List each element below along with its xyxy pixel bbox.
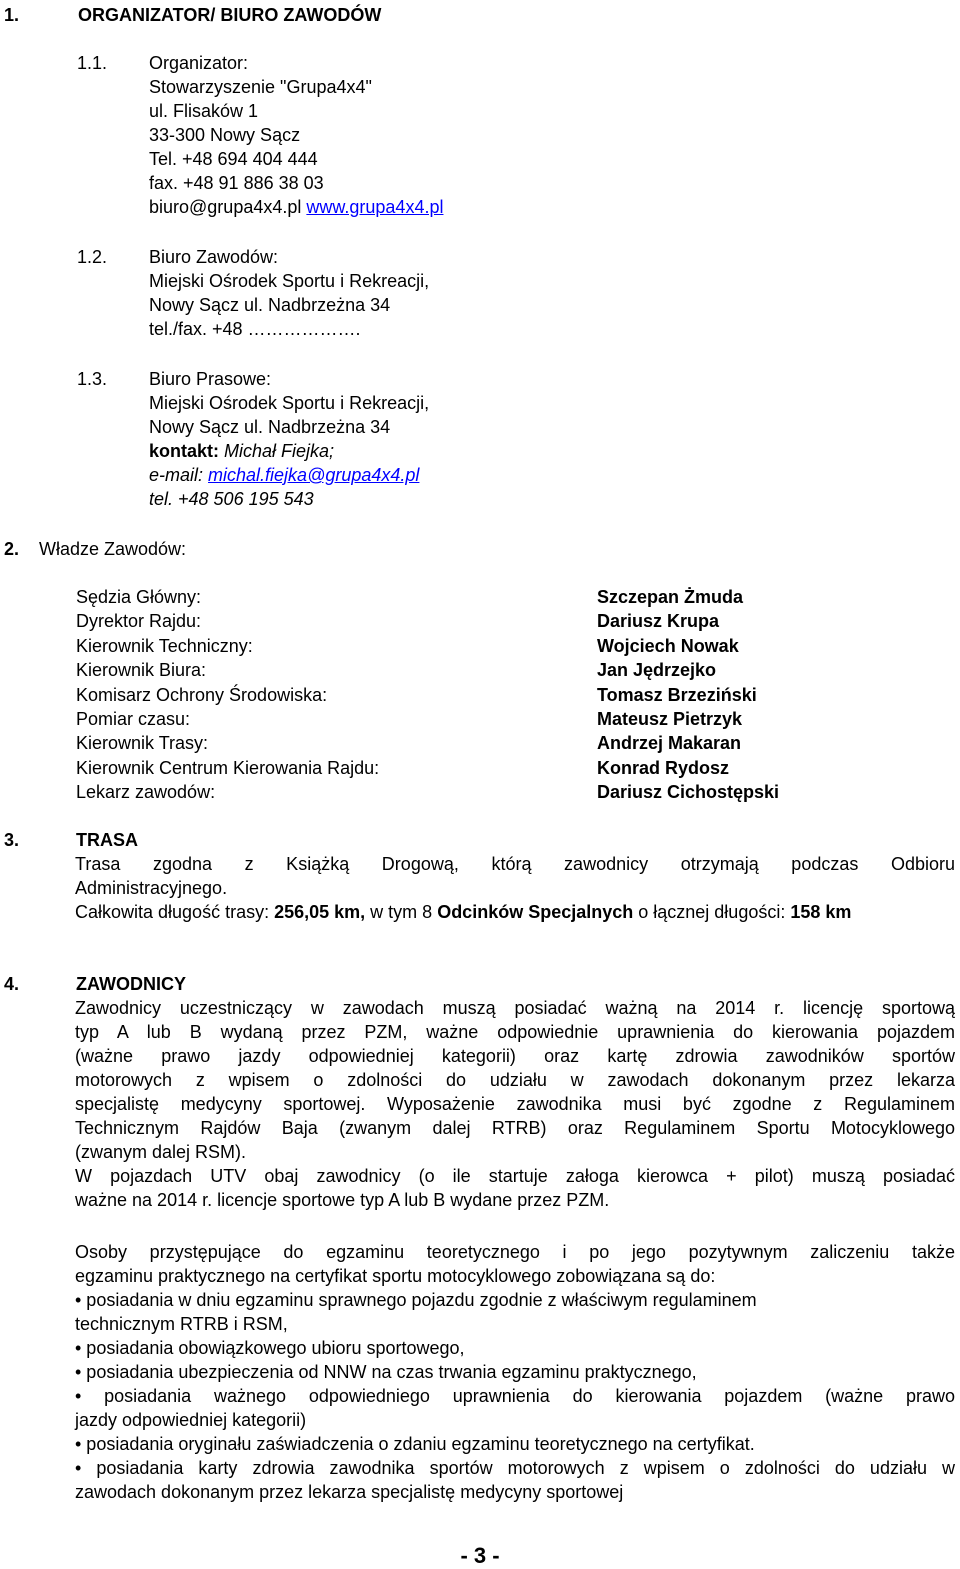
- official-name: Andrzej Makaran: [597, 733, 742, 754]
- competition-office-line2: Nowy Sącz ul. Nadbrzeżna 34: [149, 295, 391, 315]
- organizer-block: [149, 51, 443, 219]
- section-title: ORGANIZATOR/ BIURO ZAWODÓW: [78, 5, 382, 25]
- exam-bullet-item: • posiadania ważnego odpowiedniego uprawnienia do kierowania pojazdem (ważne prawo: [75, 1386, 955, 1406]
- organizer-website-link[interactable]: www.grupa4x4.pl: [306, 197, 444, 217]
- press-contact-line: [149, 439, 429, 463]
- competitors-line: (zwanym dalej RSM).: [75, 1142, 247, 1162]
- route-description: [75, 852, 955, 924]
- competitors-line: (ważne prawo jazdy odpowiedniej kategorii) oraz kartę zdrowia zawodników sportów: [75, 1046, 955, 1066]
- section-number: 1.: [4, 5, 20, 25]
- official-name: Szczepan Żmuda: [597, 587, 744, 607]
- section-title: Władze Zawodów:: [39, 539, 187, 559]
- press-office-line2: Nowy Sącz ul. Nadbrzeżna 34: [149, 417, 391, 437]
- subsection-number: 1.3.: [77, 369, 108, 389]
- competition-office-block: [149, 245, 429, 341]
- official-role: Kierownik Trasy:: [76, 733, 209, 754]
- organizer-phone: Tel. +48 694 404 444: [149, 149, 318, 169]
- exam-bullet-item: • posiadania ubezpieczenia od NNW na czas trwania egzaminu praktycznego,: [75, 1362, 697, 1382]
- press-office-line1: Miejski Ośrodek Sportu i Rekreacji,: [149, 393, 430, 413]
- competition-office-line1: Miejski Ośrodek Sportu i Rekreacji,: [149, 271, 430, 291]
- section-number: 3.: [4, 830, 20, 850]
- section-number: 2.: [4, 539, 20, 559]
- press-contact-label: kontakt:: [149, 441, 220, 461]
- official-role: Komisarz Ochrony Środowiska:: [76, 684, 328, 705]
- competitors-line: specjalistę medycyny sportowej. Wyposażenie zawodnika musi być zgodne z Regulaminem: [75, 1094, 955, 1114]
- section-title: ZAWODNICY: [76, 974, 186, 994]
- subsection-number: 1.2.: [77, 247, 108, 267]
- route-stages-value: Odcinków Specjalnych: [437, 902, 634, 922]
- route-stages-label: w tym 8: [365, 902, 438, 922]
- official-name: Konrad Rydosz: [597, 757, 730, 778]
- section-title: TRASA: [76, 830, 138, 850]
- route-length-label: Całkowita długość trasy:: [75, 902, 275, 922]
- competitors-line: W pojazdach UTV obaj zawodnicy (o ile startuje załoga kierowca + pilot) muszą posiadać: [75, 1166, 955, 1186]
- exam-text-line: egzaminu praktycznego na certyfikat sportu motocyklowego zobowiązana są do:: [75, 1266, 716, 1286]
- competition-office-label: Biuro Zawodów:: [149, 247, 279, 267]
- official-role: Kierownik Centrum Kierowania Rajdu:: [76, 757, 380, 778]
- official-name: Jan Jędrzejko: [597, 660, 717, 681]
- competitors-line: Zawodnicy uczestniczący w zawodach muszą posiadać ważną na 2014 r. licencję sportową: [75, 998, 955, 1018]
- competitors-line: ważne na 2014 r. licencje sportowe typ A lub B wydane przez PZM.: [75, 1190, 610, 1210]
- route-line-2: Administracyjnego.: [75, 878, 228, 898]
- official-name: Dariusz Cichostępski: [597, 782, 780, 803]
- exam-text-line: Osoby przystępujące do egzaminu teoretycznego i po jego pozytywnym zaliczeniu także: [75, 1242, 955, 1262]
- press-email-link[interactable]: michal.fiejka@grupa4x4.pl: [208, 465, 420, 485]
- official-name: Tomasz Brzeziński: [597, 684, 757, 705]
- official-role: Kierownik Biura:: [76, 660, 207, 681]
- official-role: Pomiar czasu:: [76, 709, 191, 729]
- exam-bullet-item: • posiadania w dniu egzaminu sprawnego pojazdu zgodnie z właściwym regulaminem: [75, 1290, 757, 1310]
- organizer-name: Stowarzyszenie "Grupa4x4": [149, 77, 372, 97]
- organizer-city: 33-300 Nowy Sącz: [149, 125, 301, 145]
- press-office-label: Biuro Prasowe:: [149, 369, 272, 389]
- exam-text-line: zawodach dokonanym przez lekarza specjalistę medycyny sportowej: [75, 1482, 624, 1502]
- exam-bullet-item: • posiadania karty zdrowia zawodnika sportów motorowych z wpisem o zdolności do udziału w: [75, 1458, 955, 1478]
- press-office-block: [149, 367, 429, 511]
- official-role: Lekarz zawodów:: [76, 782, 216, 803]
- section-number: 4.: [4, 974, 20, 994]
- press-email-line: [149, 463, 429, 487]
- route-line-1: Trasa zgodna z Książką Drogową, którą zawodnicy otrzymają podczas Odbioru: [75, 854, 955, 874]
- page-number: - 3 -: [460, 1543, 500, 1568]
- competitors-line: typ A lub B wydaną przez PZM, ważne odpowiednie uprawnienia do kierowania pojazdem: [75, 1022, 955, 1042]
- organizer-street: ul. Flisaków 1: [149, 101, 259, 121]
- press-phone: tel. +48 506 195 543: [149, 489, 314, 509]
- press-email-label: e-mail:: [149, 465, 204, 485]
- exam-bullet-item: • posiadania obowiązkowego ubioru sportowego,: [75, 1338, 465, 1358]
- subsection-number: 1.1.: [77, 53, 108, 73]
- competitors-paragraph: [75, 996, 955, 1212]
- official-name: Wojciech Nowak: [597, 635, 739, 656]
- route-stages-length-value: 158 km: [790, 902, 852, 922]
- official-name: Mateusz Pietrzyk: [597, 709, 743, 729]
- organizer-email: biuro@grupa4x4.pl: [149, 197, 302, 217]
- press-contact-name: Michał Fiejka;: [224, 441, 335, 461]
- exam-bullet-item: • posiadania oryginału zaświadczenia o zdaniu egzaminu teoretycznego na certyfikat.: [75, 1434, 755, 1454]
- exam-requirements: [75, 1240, 955, 1504]
- official-name: Dariusz Krupa: [597, 611, 720, 632]
- official-role: Sędzia Główny:: [76, 587, 202, 607]
- exam-text-line: jazdy odpowiedniej kategorii): [75, 1410, 307, 1430]
- competitors-line: Technicznym Rajdów Baja (zwanym dalej RTRB) oraz Regulaminem Sportu Motocyklowego: [75, 1118, 955, 1138]
- organizer-fax: fax. +48 91 886 38 03: [149, 173, 324, 193]
- route-length: [75, 900, 955, 924]
- organizer-label: Organizator:: [149, 53, 249, 73]
- route-stages-length-label: o łącznej długości:: [633, 902, 791, 922]
- organizer-contact-line: [149, 195, 443, 219]
- exam-text-line: technicznym RTRB i RSM,: [75, 1314, 288, 1334]
- official-role: Kierownik Techniczny:: [76, 635, 253, 656]
- official-role: Dyrektor Rajdu:: [76, 611, 202, 632]
- competition-office-phone: tel./fax. +48 ……………….: [149, 319, 361, 339]
- competitors-line: motorowych z wpisem o zdolności do udziału w zawodach dokonanym przez lekarza: [75, 1070, 955, 1090]
- route-length-value: 256,05 km,: [274, 902, 366, 922]
